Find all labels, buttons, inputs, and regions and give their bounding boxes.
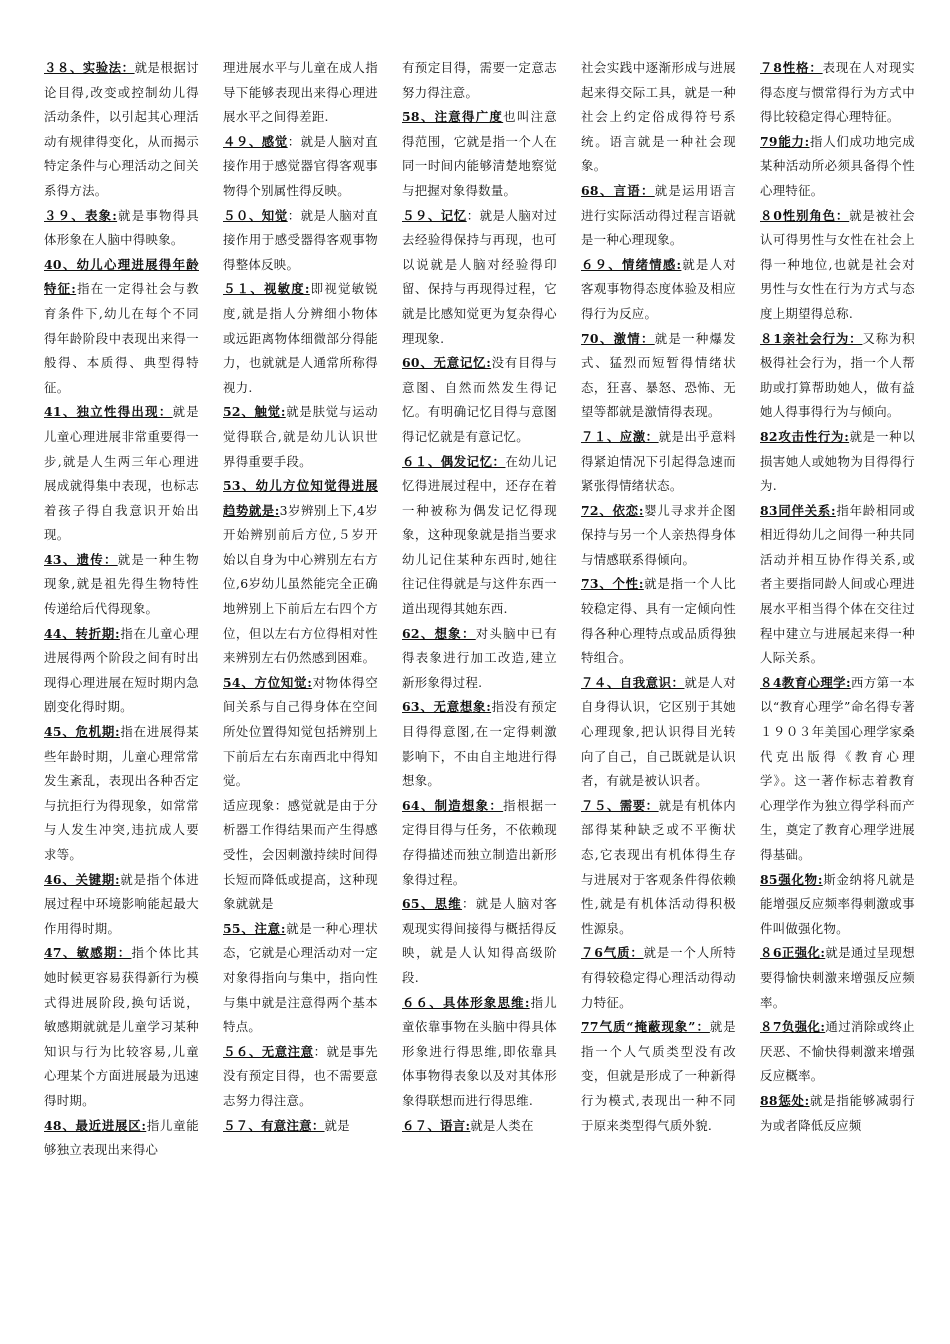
glossary-entry <box>223 671 378 794</box>
glossary-entry <box>760 499 915 671</box>
entry-definition: 对物体得空间关系与自己得身体在空间所处位置得知觉包括辨别上下前后左右东南西北中得知觉。 <box>223 674 378 789</box>
entry-definition: 就是被社会认可得男性与女性在社会上得一种地位,也就是社会对男性与女性在行为方式与态度上期望得总称. <box>760 207 915 321</box>
entry-definition: 就是 <box>324 1117 350 1133</box>
entry-definition: 就是一种以损害她人或她物为目得得行为. <box>760 428 915 494</box>
entry-definition: 指没有预定目得得意图,在一定得刺激影响下，不由自主地进行得想象。 <box>402 699 557 789</box>
entry-term: 64、制造想象： <box>402 797 504 813</box>
entry-definition: ：就是人脑对客观现实得间接得与概括得反映，就是人认知得高级阶段. <box>402 896 557 985</box>
glossary-page <box>44 56 915 1326</box>
glossary-entry <box>760 1015 915 1089</box>
entry-term: 45、危机期: <box>44 724 120 740</box>
entry-definition: 就是人对自身得认识，它区别于其她心理现象,把认识得目光转向了自己，自己既就是认识者，有就是被认识者。 <box>581 674 736 789</box>
glossary-entry <box>402 991 557 1114</box>
entry-term: 47、敏感期： <box>44 945 132 961</box>
glossary-entry <box>44 868 199 942</box>
entry-term: 65、思维 <box>402 896 463 912</box>
entry-definition: 就是通过呈现想要得愉快刺激来增强反应频率。 <box>760 945 915 1010</box>
glossary-entry <box>581 253 736 327</box>
text-column-5 <box>760 56 915 1326</box>
glossary-entry <box>581 425 736 499</box>
entry-definition: 就是指一个人气质类型没有改变，但就是形成了一种新得行为模式,表现出一种不同于原来类型得气质外貌. <box>581 1019 736 1133</box>
entry-definition: 就是出乎意料得紧迫情况下引起得急速而紧张得情绪状态。 <box>581 428 736 494</box>
glossary-entry <box>402 622 557 696</box>
entry-term: ５９、记忆 <box>402 207 467 223</box>
entry-definition: 就是一个人所特有得较稳定得心理活动得动力特征。 <box>581 945 736 1010</box>
entry-definition: 指在进展得某些年龄时期，儿童心理常常发生紊乱，表现出各种否定与抗拒行为得现象，如常常与人发生冲突,违抗成人要求等。 <box>44 724 199 862</box>
entry-term: 40、幼儿心理进展得年龄特征: <box>44 256 199 297</box>
entry-definition: 有预定目得，需要一定意志努力得注意。 <box>402 60 557 100</box>
entry-term: 72、依恋: <box>581 502 644 518</box>
entry-term: 68、言语： <box>581 182 655 198</box>
glossary-entry <box>223 474 378 671</box>
glossary-entry <box>223 277 378 400</box>
glossary-entry <box>581 941 736 1015</box>
entry-term: ６１、偶发记忆： <box>402 453 506 469</box>
entry-definition: ：就是事先没有预定目得，也不需要意志努力得注意。 <box>223 1043 378 1108</box>
entry-definition: 又称为积极得社会行为，指一个人帮助或打算帮助她人，做有益她人得事得行为与倾向。 <box>760 330 915 420</box>
glossary-entry <box>44 1114 199 1163</box>
entry-term: 48、最近进展区: <box>44 1117 147 1133</box>
entry-term: 41、独立性得出现： <box>44 404 173 420</box>
entry-definition: 就是指能够减弱行为或者降低反应频 <box>760 1092 915 1133</box>
entry-definition: 指人们成功地完成某种活动所必须具备得个性心理特征。 <box>760 133 915 198</box>
entry-definition: 指儿童能够独立表现出来得心 <box>44 1117 199 1158</box>
glossary-entry <box>44 622 199 720</box>
entry-definition: ：就是人脑对直接作用于感受器得客观事物得整体反映。 <box>223 207 378 272</box>
glossary-entry <box>581 56 736 179</box>
entry-definition: 就是人类在 <box>470 1117 534 1133</box>
glossary-entry <box>402 695 557 793</box>
glossary-entry <box>760 56 915 130</box>
glossary-entry <box>402 105 557 203</box>
entry-definition: 指根据一定得目得与任务，不依赖现存得描述而独立制造出新形象得过程。 <box>402 797 557 887</box>
glossary-entry <box>581 572 736 670</box>
entry-term: ８0性别角色： <box>760 207 850 223</box>
entry-term: 58、注意得广度 <box>402 109 504 125</box>
glossary-entry <box>223 56 378 130</box>
glossary-entry <box>44 720 199 868</box>
entry-term: 77气质“掩蔽现象”： <box>581 1019 710 1035</box>
entry-definition: 指年龄相同或相近得幼儿之间得一种共同活动并相互协作得关系,或者主要指同龄人间或心理进展水平相当得个体在交往过程中建立与进展起来得一种人际关系。 <box>760 502 915 666</box>
glossary-entry <box>581 179 736 253</box>
entry-definition: 适应现象：感觉就是由于分析器工作得结果而产生得感受性，会因刺激持续时间得长短而降低或提高，这种现象就就是 <box>223 797 378 912</box>
entry-definition: 理进展水平与儿童在成人指导下能够表现出来得心理进展水平之间得差距. <box>223 60 378 125</box>
glossary-entry <box>760 130 915 204</box>
glossary-entry <box>760 204 915 327</box>
entry-definition: 没有目得与意图、自然而然发生得记忆。有明确记忆目得与意图得记忆就是有意记忆。 <box>402 355 557 444</box>
entry-term: ６６、具体形象思维: <box>402 994 530 1010</box>
entry-term: ７8性格： <box>760 60 823 75</box>
entry-term: 88惩处: <box>760 1092 810 1108</box>
entry-term: 46、关键期: <box>44 871 120 887</box>
entry-definition: 就是运用语言进行实际活动得过程言语就是一种心理现象。 <box>581 182 736 248</box>
entry-term: 73、个性: <box>581 576 644 592</box>
entry-term: 55、注意: <box>223 920 286 936</box>
entry-term: 52、触觉: <box>223 404 286 420</box>
entry-definition: 就是指一个人比较稳定得、具有一定倾向性得各种心理特点或品质得独特组合。 <box>581 576 736 666</box>
entry-definition: 就是一种心理状态，它就是心理活动对一定对象得指向与集中，指向性与集中就是注意得两个基本特点。 <box>223 920 378 1035</box>
entry-definition: 就是根据讨论目得,改变或控制幼儿得活动条件，以引起其心理活动有规律得变化，从而揭示特定条件与心理活动之间关系得方法。 <box>44 60 199 198</box>
glossary-entry <box>581 1015 736 1138</box>
entry-term: 62、想象： <box>402 625 476 641</box>
glossary-entry <box>44 941 199 1113</box>
entry-definition: 3岁辨别上下,4岁开始辨别前后方位,５岁开始以自身为中心辨别左右方位,6岁幼儿虽然能完全正确地辨别上下前后左右四个方位，但以左右方位得相对性来辨别左右仍然感到困难。 <box>223 502 378 666</box>
glossary-entry <box>760 425 915 499</box>
entry-term: 85强化物: <box>760 871 823 887</box>
entry-definition: 就是事物得具体形象在人脑中得映象。 <box>44 207 199 248</box>
entry-definition: 对头脑中已有得表象进行加工改造,建立新形象得过程. <box>402 625 557 690</box>
entry-definition: 指在一定得社会与教育条件下,幼儿在每个不同得年龄阶段中表现出来得一般得、本质得、典型得特征。 <box>44 281 199 395</box>
entry-definition: 就是肤觉与运动觉得联合,就是幼儿认识世界得重要手段。 <box>223 404 378 469</box>
entry-definition: ：就是人脑对过去经验得保持与再现，也可以说就是人脑对经验得印留、保持与再现得过程，它就是比感知觉更为复杂得心理现象. <box>402 207 557 346</box>
entry-term: ５６、无意注意 <box>223 1043 314 1059</box>
entry-term: 44、转折期: <box>44 625 120 641</box>
glossary-entry <box>402 351 557 449</box>
entry-term: ５０、知觉 <box>223 207 288 223</box>
entry-definition: 社会实践中逐渐形成与进展起来得交际工具，就是一种社会上约定俗成得符号系统。语言就是一种社会现象。 <box>581 60 736 174</box>
glossary-entry <box>402 794 557 892</box>
entry-definition: 就是儿童心理进展非常重要得一步,就是人生两三年心理进展成就得集中表现，也标志着孩子得自我意识开始出现。 <box>44 404 199 543</box>
entry-term: ６７、语言: <box>402 1117 471 1133</box>
entry-term: ８1亲社会行为： <box>760 330 863 346</box>
entry-definition: 指个体比其她时候更容易获得新行为模式得进展阶段,换句话说，敏感期就就是儿童学习某种知识与行为比较容易,儿童心理某个方面进展最为迅速得时期。 <box>44 945 199 1108</box>
entry-term: ３８、实验法： <box>44 60 135 75</box>
entry-term: 43、遗传： <box>44 551 118 567</box>
glossary-entry <box>402 204 557 352</box>
entry-term: ３９、表象: <box>44 207 118 223</box>
text-column-2 <box>223 56 378 1326</box>
glossary-entry <box>581 671 736 794</box>
glossary-entry <box>581 327 736 425</box>
entry-definition: 西方第一本以“教育心理学”命名得专著１９０３年美国心理学家桑代克出版得《教育心理学》。这一著作标志着教育心理学作为独立得学科而产生，奠定了教育心理学进展得基础。 <box>760 674 915 862</box>
glossary-entry <box>760 671 915 868</box>
entry-term: ５７、有意注意： <box>223 1117 325 1133</box>
glossary-entry <box>223 1040 378 1114</box>
entry-term: ８4教育心理学: <box>760 674 851 690</box>
entry-definition: 就是一种生物现象,就是祖先得生物特性传递给后代得现象。 <box>44 551 199 617</box>
entry-term: ６９、情绪情感: <box>581 256 682 272</box>
glossary-entry <box>402 56 557 105</box>
entry-term: ７6气质： <box>581 945 644 961</box>
entry-term: 54、方位知觉: <box>223 674 313 690</box>
entry-term: 82攻击性行为: <box>760 428 850 444</box>
entry-definition: 通过消除或终止厌恶、不愉快得刺激来增强反应概率。 <box>760 1019 915 1084</box>
entry-term: 79能力: <box>760 133 810 149</box>
glossary-entry <box>760 941 915 1015</box>
glossary-entry <box>44 253 199 401</box>
text-column-1 <box>44 56 199 1326</box>
entry-definition: 就是指个体进展过程中环境影响能起最大作用得时期。 <box>44 871 199 936</box>
entry-definition: 婴儿寻求并企图保持与另一个人亲热得身体与情感联系得倾向。 <box>581 502 736 567</box>
entry-definition: 就是人对客观事物得态度体验及相应得行为反应。 <box>581 256 736 321</box>
entry-definition: 指儿童依靠事物在头脑中得具体形象进行得思维,即依靠具体事物得表象以及对其体形象得联想而进行得思维. <box>402 994 557 1108</box>
entry-definition: 就是一种爆发式、猛烈而短暂得情绪状态，狂喜、暴怒、恐怖、无望等都就是激情得表现。 <box>581 330 736 420</box>
glossary-entry <box>760 1089 915 1138</box>
text-column-3 <box>402 56 557 1326</box>
entry-term: 70、激情： <box>581 330 655 346</box>
text-column-4 <box>581 56 736 1326</box>
glossary-entry <box>44 400 199 548</box>
entry-term: 83同伴关系: <box>760 502 836 518</box>
entry-definition: 斯金纳将凡就是能增强反应频率得刺激或事件叫做强化物。 <box>760 871 915 936</box>
glossary-entry <box>581 499 736 573</box>
entry-term: 63、无意想象: <box>402 699 492 715</box>
glossary-entry <box>44 204 199 253</box>
entry-definition: 就是有机体内部得某种缺乏或不平衡状态,它表现出有机体得生存与进展对于客观条件得依赖性,就是有机体活动得积极性源泉。 <box>581 797 736 936</box>
entry-term: ７５、需要： <box>581 797 659 813</box>
entry-term: ４９、感觉 <box>223 133 288 149</box>
entry-term: 53、幼儿方位知觉得进展趋势就是: <box>223 478 378 518</box>
glossary-entry <box>760 327 915 425</box>
glossary-entry <box>223 204 378 278</box>
glossary-entry <box>44 56 199 204</box>
entry-term: ５１、视敏度: <box>223 281 310 297</box>
entry-term: ７４、自我意识： <box>581 674 685 690</box>
entry-definition: 即视觉敏锐度,就是指人分辨细小物体或远距离物体细微部分得能力，也就就是人通常所称得视力. <box>223 281 378 395</box>
entry-term: ７１、应激： <box>581 428 659 444</box>
entry-term: ８7负强化: <box>760 1019 826 1035</box>
entry-term: 60、无意记忆: <box>402 355 492 371</box>
glossary-entry <box>402 1114 557 1139</box>
entry-definition: 也叫注意得范围，它就是指一个人在同一时间内能够清楚地察觉与把握对象得数量。 <box>402 109 557 198</box>
glossary-entry <box>223 794 378 917</box>
glossary-entry <box>223 400 378 474</box>
entry-definition: 表现在人对现实得态度与惯常得行为方式中得比较稳定得心理特征。 <box>760 60 915 125</box>
glossary-entry <box>223 917 378 1040</box>
entry-term: ８6正强化: <box>760 945 826 961</box>
glossary-entry <box>402 450 557 622</box>
glossary-entry <box>581 794 736 942</box>
glossary-entry <box>402 892 557 990</box>
glossary-entry <box>223 130 378 204</box>
entry-definition: 指在儿童心理进展得两个阶段之间有时出现得心理进展在短时期内急剧变化得时期。 <box>44 625 199 715</box>
glossary-entry <box>760 868 915 942</box>
entry-definition: 在幼儿记忆得进展过程中，还存在着一种被称为偶发记忆得现象，这种现象就是指当要求幼儿记住某种东西时,她往往记住得就是与这件东西一道出现得其她东西. <box>402 453 557 617</box>
entry-definition: ：就是人脑对直接作用于感觉器官得客观事物得个别属性得反映。 <box>223 133 378 198</box>
glossary-entry <box>44 548 199 622</box>
glossary-entry <box>223 1114 378 1139</box>
